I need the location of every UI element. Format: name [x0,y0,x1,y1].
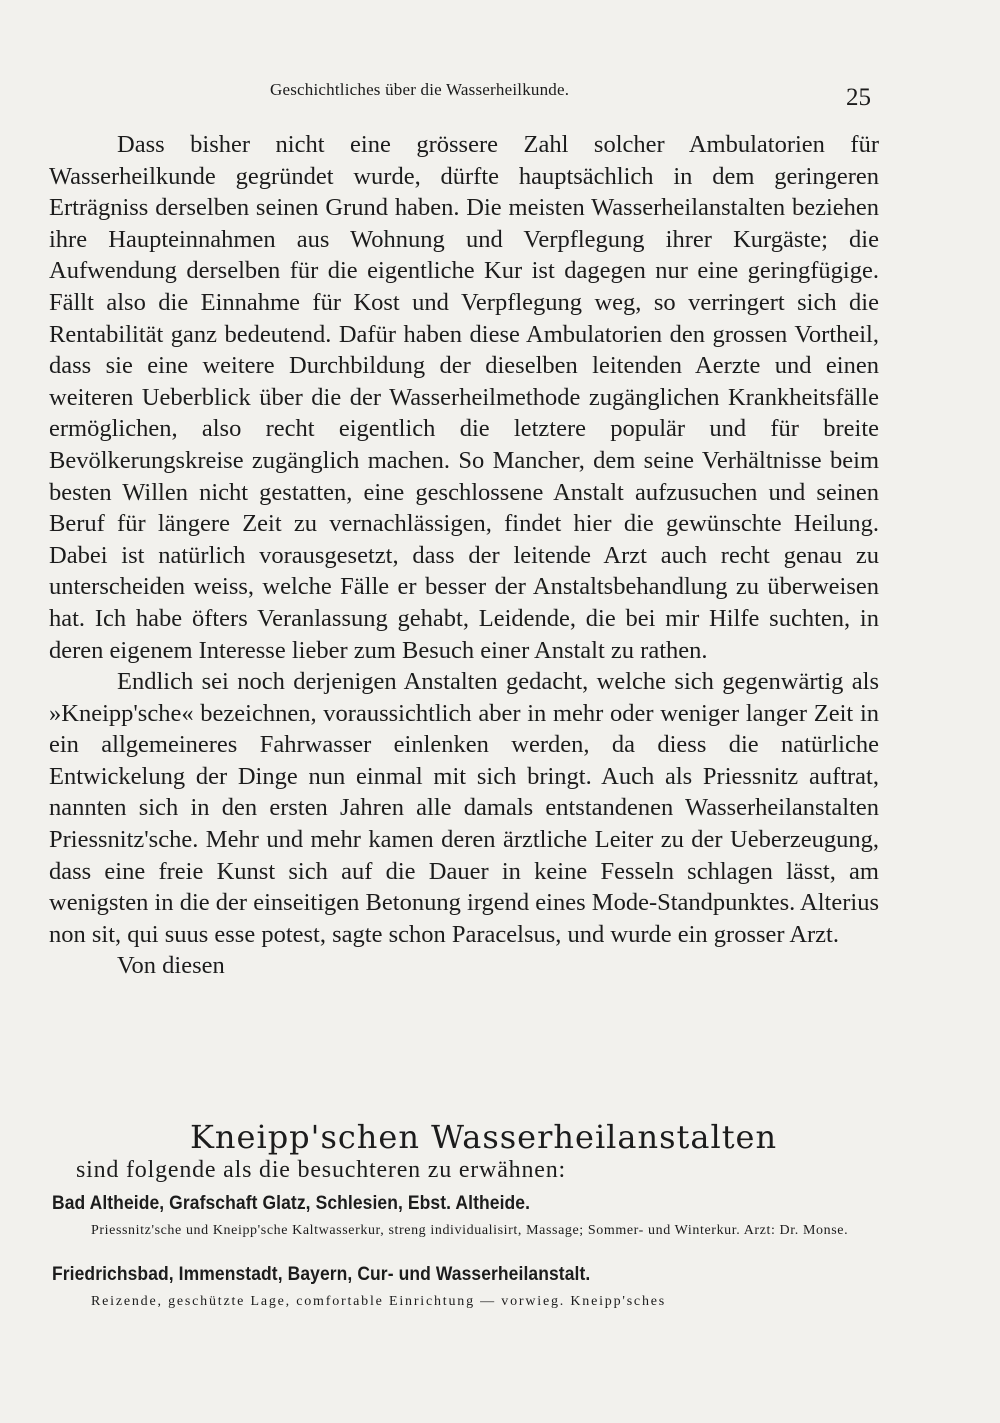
entry-description-altheide: Priessnitz'sche und Kneipp'sche Kaltwasserkur, streng individualisirt, Massage; Sommer- und Winterkur. Arzt: Dr. Monse. [91,1223,849,1238]
lead-in-text: Von diesen [117,952,225,980]
entry-name-friedrichsbad: Friedrichsbad, Immenstadt, Bayern, Cur- und Wasserheilanstalt. [52,1264,591,1285]
running-head: Geschichtliches über die Wasserheilkunde. [270,80,570,99]
main-text [49,129,879,982]
section-heading: Kneipp'schen Wasserheilanstalten [190,1118,778,1156]
entry-name-altheide: Bad Altheide, Grafschaft Glatz, Schlesien, Ebst. Altheide. [52,1193,531,1214]
paragraph-kneipp-anstalten: Endlich sei noch derjenigen Anstalten gedacht, welche sich gegenwärtig als »Kneipp'sche« bezeichnen, voraussichtlich aber in mehr oder weniger langer Zeit in ein allgemeineres Fahrwasser einlenken werden, da diess die natürliche Entwickelung der Dinge nun einmal mit sich bringt. Auch als Priessnitz auftrat, nannten sich in den ersten Jahren alle damals entstandenen Wasserheilanstalten Priessnitz'sche. Mehr und mehr kamen deren ärztliche Leiter zu der Ueberzeugung, dass eine freie Kunst sich auf die Dauer in keine Fesseln schlagen lässt, am wenigsten in die der einseitigen Betonung irgend eines Mode-Standpunktes. Alterius non sit, qui suus esse potest, sagte schon Paracelsus, und wurde ein grosser Arzt. [49,668,879,948]
section-intro: sind folgende als die besuchteren zu erwähnen: [76,1157,566,1183]
page-number: 25 [846,84,871,111]
paragraph-ambulatorien: Dass bisher nicht eine grössere Zahl solcher Ambulatorien für Wasserheilkunde gegründet wurde, dürfte hauptsächlich in dem geringeren Erträgniss derselben seinen Grund haben. Die meisten Wasserheilanstalten beziehen ihre Haupteinnahmen aus Wohnung und Verpflegung ihrer Kurgäste; die Aufwendung derselben für die eigentliche Kur ist dagegen nur eine geringfügige. Fällt also die Einnahme für Kost und Verpflegung weg, so verringert sich die Rentabilität ganz bedeutend. Dafür haben diese Ambulatorien den grossen Vortheil, dass sie eine weitere Durchbildung der dieselben leitenden Aerzte und einen weiteren Ueberblick über die der Wasserheilmethode zugänglichen Krankheitsfälle ermöglichen, also recht eigentlich die letztere populär und für breite Bevölkerungskreise zugänglich machen. So Mancher, dem seine Verhältnisse beim besten Willen nicht gestatten, eine geschlossene Anstalt aufzusuchen und seinen Beruf für längere Zeit zu vernachlässigen, findet hier die gewünschte Heilung. Dabei ist natürlich vorausgesetzt, dass der leitende Arzt auch recht genau zu unterscheiden weiss, welche Fälle er besser der Anstaltsbehandlung zu überweisen hat. Ich habe öfters Veranlassung gehabt, Leidende, die bei mir Hilfe suchten, in deren eigenem Interesse lieber zum Besuch einer Anstalt zu rathen. [49,131,879,664]
entry-description-friedrichsbad: Reizende, geschützte Lage, comfortable Einrichtung — vorwieg. Kneipp'sches [91,1294,667,1309]
